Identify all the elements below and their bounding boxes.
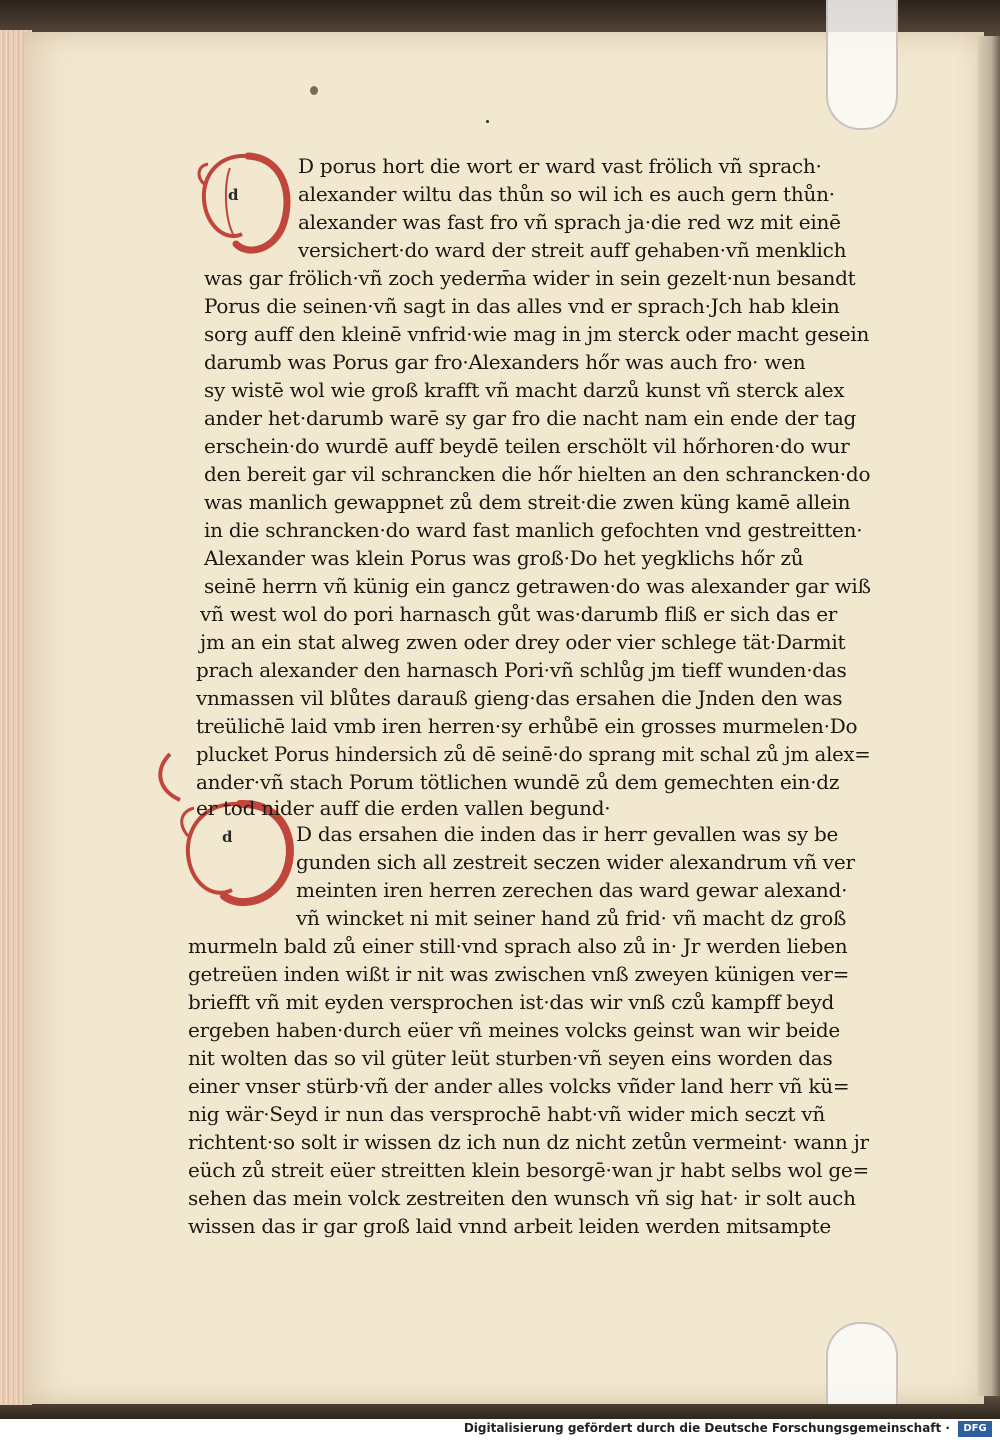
page-gutter xyxy=(978,36,1000,1396)
ink-spot xyxy=(310,86,318,95)
text-line: ander·vñ stach Porum tötlichen wundē zů dem gemechten ein·dz xyxy=(196,770,840,794)
text-line: D das ersahen die inden das ir herr gevallen was sy be xyxy=(296,822,839,846)
text-line: vnmassen vil blůtes darauß gieng·das ersahen die Jnden den was xyxy=(196,686,843,710)
text-line: prach alexander den harnasch Pori·vñ schlůg jm tieff wunden·das xyxy=(196,658,847,682)
text-line: einer vnser stürb·vñ der ander alles volcks vñder land herr vñ kü= xyxy=(188,1074,850,1098)
text-line: nit wolten das so vil güter leüt sturben·vñ seyen eins worden das xyxy=(188,1046,833,1070)
footer-bar xyxy=(0,1419,1000,1440)
text-line: sehen das mein volck zestreiten den wunsch vñ sig hat· ir solt auch xyxy=(188,1186,856,1210)
text-line: sy wistē wol wie groß krafft vñ macht darzů kunst vñ sterck alex xyxy=(204,378,845,402)
text-line: alexander wiltu das thůn so wil ich es auch gern thůn· xyxy=(298,182,835,206)
text-line: er tod nider auff die erden vallen begund· xyxy=(196,796,611,820)
text-line: in die schrancken·do ward fast manlich gefochten vnd gestreitten· xyxy=(204,518,863,542)
text-line: D porus hort die wort er ward vast frölich vñ sprach· xyxy=(298,154,822,178)
text-line: eüch zů streit eüer streitten klein besorgē·wan jr habt selbs wol ge= xyxy=(188,1158,870,1182)
text-line: ander het·darumb warē sy gar fro die nacht nam ein ende der tag xyxy=(204,406,857,430)
dfg-logo-icon[interactable]: DFG xyxy=(958,1421,992,1437)
text-line: sorg auff den kleinē vnfrid·wie mag in jm sterck oder macht gesein xyxy=(204,322,870,346)
guide-letter: d xyxy=(222,828,233,846)
text-line: versichert·do ward der streit auff gehaben·vñ menklich xyxy=(298,238,847,262)
text-line: was manlich gewappnet zů dem streit·die zwen küng kamē allein xyxy=(204,490,851,514)
text-line: gunden sich all zestreit seczen wider alexandrum vñ ver xyxy=(296,850,855,874)
text-line: vñ west wol do pori harnasch gůt was·darumb fliß er sich das er xyxy=(200,602,838,626)
text-line: jm an ein stat alweg zwen oder drey oder vier schlege tät·Darmit xyxy=(200,630,846,654)
text-line: vñ wincket ni mit seiner hand zů frid· vñ macht dz groß xyxy=(296,906,847,930)
text-line: erschein·do wurdē auff beydē teilen erschölt vil hőrhoren·do wur xyxy=(204,434,850,458)
text-line: richtent·so solt ir wissen dz ich nun dz nicht zetůn vermeint· wann jr xyxy=(188,1130,869,1154)
text-line: alexander was fast fro vñ sprach ja·die red wz mit einē xyxy=(298,210,841,234)
guide-letter: d xyxy=(228,186,239,204)
text-line: plucket Porus hindersich zů dē seinē·do sprang mit schal zů jm alex= xyxy=(196,742,871,766)
page-clip-top xyxy=(826,0,898,130)
text-line: briefft vñ mit eyden versprochen ist·das wir vnß czů kampff beyd xyxy=(188,990,835,1014)
page-clip-bottom xyxy=(826,1322,898,1404)
text-line: Porus die seinen·vñ sagt in das alles vnd er sprach·Jch hab klein xyxy=(204,294,840,318)
text-line: meinten iren herren zerechen das ward gewar alexand· xyxy=(296,878,848,902)
text-line: den bereit gar vil schrancken die hőr hielten an den schrancken·do xyxy=(204,462,871,486)
text-line: treülichē laid vmb iren herren·sy erhůbē ein grosses murmelen·Do xyxy=(196,714,858,738)
text-line: ergeben haben·durch eüer vñ meines volcks geinst wan wir beide xyxy=(188,1018,840,1042)
ink-dot xyxy=(486,120,489,123)
text-line: getreüen inden wißt ir nit was zwischen vnß zweyen künigen ver= xyxy=(188,962,850,986)
text-line: wissen das ir gar groß laid vnnd arbeit leiden werden mitsampte xyxy=(188,1214,831,1238)
red-initial-d-icon xyxy=(190,148,300,258)
text-line: murmeln bald zů einer still·vnd sprach also zů in· Jr werden lieben xyxy=(188,934,848,958)
text-line: nig wär·Seyd ir nun das versprochē habt·vñ wider mich seczt vñ xyxy=(188,1102,826,1126)
text-line: Alexander was klein Porus was groß·Do het yegklichs hőr zů xyxy=(204,546,804,570)
text-line: darumb was Porus gar fro·Alexanders hőr was auch fro· wen xyxy=(204,350,806,374)
footer-credit: Digitalisierung gefördert durch die Deutsche Forschungsgemeinschaft · xyxy=(463,1421,950,1435)
text-line: was gar frölich·vñ zoch yederm̄a wider in sein gezelt·nun besandt xyxy=(204,266,856,290)
text-line: seinē herrn vñ künig ein gancz getrawen·do was alexander gar wiß xyxy=(204,574,871,598)
rubricated-initial-1 xyxy=(190,148,300,258)
